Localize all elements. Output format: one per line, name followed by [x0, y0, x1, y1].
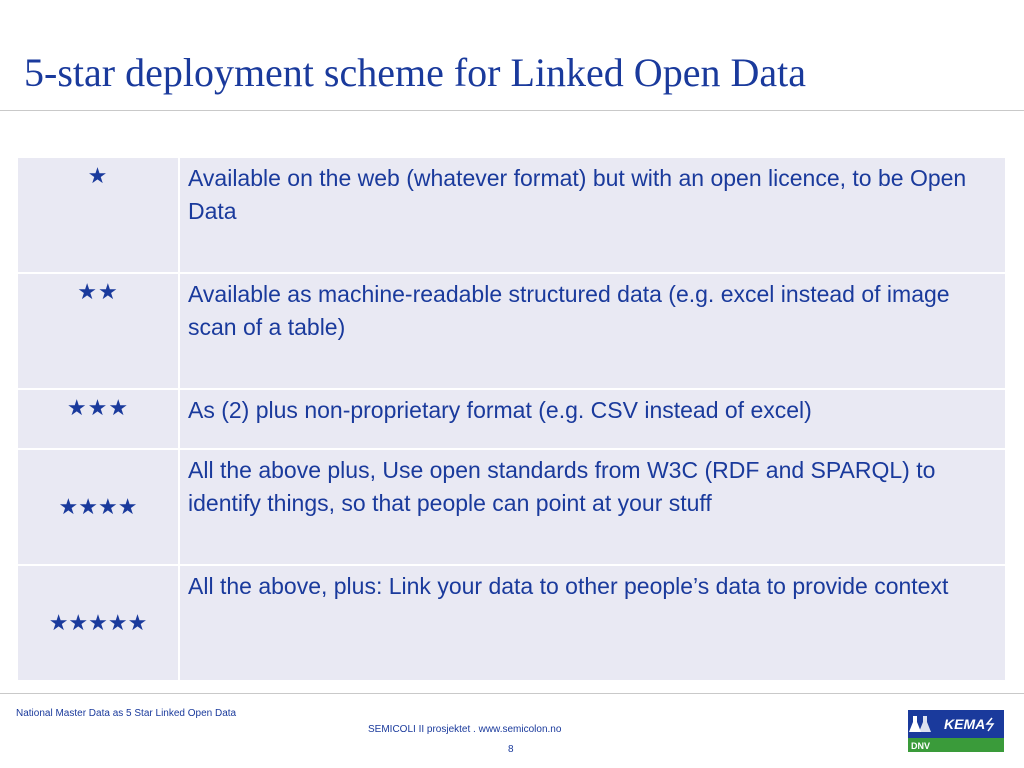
star-description-1: Available on the web (whatever format) but with an open licence, to be Open Data — [179, 157, 1006, 273]
page-number: 8 — [508, 744, 514, 755]
star-description-2: Available as machine-readable structured data (e.g. excel instead of image scan of a table) — [179, 273, 1006, 389]
logo-text-bottom: DNV — [911, 741, 931, 751]
star-rating-3 — [17, 389, 179, 449]
footer-project-text: SEMICOLI II prosjektet . www.semicolon.no — [368, 724, 562, 735]
star-icons: ★★★★ — [58, 494, 138, 520]
star-icons: ★★★ — [66, 396, 130, 421]
title-divider — [0, 110, 1024, 111]
table-row — [17, 157, 1006, 273]
table-row — [17, 565, 1006, 681]
table-row — [17, 389, 1006, 449]
star-rating-1 — [17, 157, 179, 273]
star-rating-5 — [17, 565, 179, 681]
star-description-4: All the above plus, Use open standards from W3C (RDF and SPARQL) to identify things, so that people can point at your stuff — [179, 449, 1006, 565]
star-description-3: As (2) plus non-proprietary format (e.g. CSV instead of excel) — [179, 389, 1006, 449]
footer-divider — [0, 693, 1024, 694]
five-star-table — [16, 156, 1007, 682]
star-description-5: All the above, plus: Link your data to other people’s data to provide context — [179, 565, 1006, 681]
star-rating-2 — [17, 273, 179, 389]
star-icons: ★★★★★ — [48, 610, 148, 636]
footer-presentation-title: National Master Data as 5 Star Linked Open Data — [16, 708, 237, 719]
table-row — [17, 273, 1006, 389]
logo-text-top: KEMA — [944, 716, 986, 732]
star-icons: ★ — [87, 164, 109, 189]
star-rating-4 — [17, 449, 179, 565]
star-icons: ★★ — [77, 280, 119, 305]
kema-dnv-logo — [908, 710, 1004, 752]
table-row — [17, 449, 1006, 565]
slide-title: 5-star deployment scheme for Linked Open Data — [24, 50, 806, 95]
